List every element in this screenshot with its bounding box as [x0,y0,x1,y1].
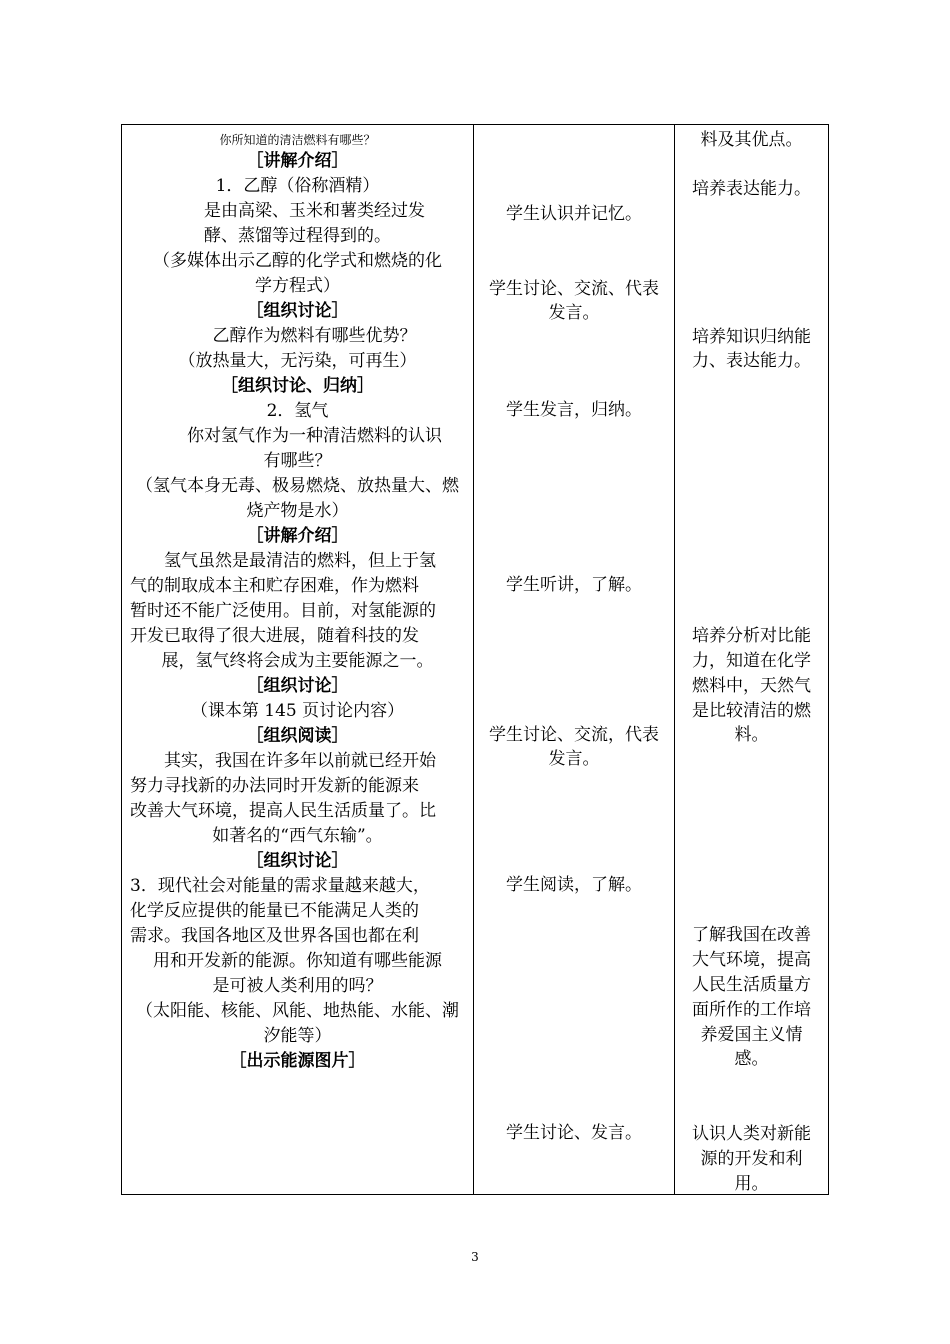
col2-text-line: 学生讨论、交流、代表 [489,279,659,299]
col3-text-line: 燃料中，天然气 [692,676,811,696]
col1-text-line: 3．现代社会对能量的需求量越来越大， [130,876,430,896]
col1-text-line: ［讲解介绍］ [246,151,349,171]
col1-text-line: ［讲解介绍］ [246,526,349,546]
col1-text-line: 气的制取成本主和贮存困难，作为燃料 [130,576,419,596]
col2-text-line: 学生讨论、交流，代表 [489,725,659,745]
col1-text-line: 汐能等） [263,1026,332,1046]
col1-text-line: 酵、蒸馏等过程得到的。 [204,226,391,246]
lesson-table [121,124,829,1195]
col2-text-line: 发言。 [548,749,600,769]
page-number: 3 [471,1250,479,1264]
col1-text-line: ［组织讨论］ [246,851,349,871]
col1-text-line: 你所知道的清洁燃料有哪些？ [219,133,376,147]
col1-text-line: 其实，我国在许多年以前就已经开始 [130,751,436,771]
col1-text-line: （课本第 145 页讨论内容） [190,701,405,721]
col2-text-line: 学生阅读，了解。 [506,875,642,895]
col2-text-line: 学生听讲，了解。 [506,575,642,595]
col3-text-line: 认识人类对新能 [692,1124,811,1144]
col3-text-line: 用。 [734,1174,769,1194]
col1-text-line: （太阳能、核能、风能、地热能、水能、潮 [136,1001,459,1021]
col1-text-line: （多媒体出示乙醇的化学式和燃烧的化 [153,251,442,271]
col1-text-line: 1．乙醇（俗称酒精） [215,176,380,196]
col3-text-line: 源的开发和利 [700,1149,803,1169]
col1-text-line: 需求。我国各地区及世界各国也都在利 [130,926,419,946]
col3-text-line: 力、表达能力。 [692,351,811,371]
col1-text-line: 是可被人类利用的吗？ [212,976,383,996]
col1-text-line: 学方程式） [255,276,340,296]
col1-text-line: 有哪些？ [263,451,332,471]
col2-text-line: 学生认识并记忆。 [506,204,642,224]
col3-text-line: 培养表达能力。 [692,179,811,199]
col2-text-line: 学生讨论、发言。 [506,1123,642,1143]
col1-text-line: 如著名的“西气东输”。 [212,826,383,846]
col1-text-line: 改善大气环境，提高人民生活质量了。比 [130,801,436,821]
col1-text-line: （氢气本身无毒、极易燃烧、放热量大、燃 [136,476,459,496]
col1-text-line: 展，氢气终将会成为主要能源之一。 [161,651,434,671]
col1-text-line: ［组织讨论］ [246,301,349,321]
col3-text-line: 料。 [734,725,769,745]
col3-text-line: 感。 [734,1049,769,1069]
col1-text-line: ［出示能源图片］ [229,1051,366,1071]
col1-text-line: 开发已取得了很大进展，随着科技的发 [130,626,419,646]
col1-text-line: 乙醇作为燃料有哪些优势？ [178,326,417,346]
col2-text-line: 发言。 [548,303,600,323]
col1-text-line: （放热量大，无污染，可再生） [178,351,417,371]
col3-text-line: 养爱国主义情 [700,1025,803,1045]
col3-text-line: 培养知识归纳能 [692,327,811,347]
col3-text-line: 力，知道在化学 [692,651,811,671]
col1-text-line: 努力寻找新的办法同时开发新的能源来 [130,776,419,796]
col1-text-line: 用和开发新的能源。你知道有哪些能源 [153,951,442,971]
col3-text-line: 大气环境，提高 [692,950,811,970]
col3-text-line: 了解我国在改善 [692,925,811,945]
col1-text-line: ［组织阅读］ [246,726,349,746]
col1-text-line: 2．氢气 [266,401,329,421]
col1-text-line: 化学反应提供的能量已不能满足人类的 [130,901,419,921]
col3-text-line: 培养分析对比能 [692,626,811,646]
col1-text-line: 你对氢气作为一种清洁燃料的认识 [153,426,442,446]
col3-text-line: 面所作的工作培 [692,1000,811,1020]
col1-text-line: 是由高梁、玉米和薯类经过发 [170,201,425,221]
col1-text-line: 烧产物是水） [246,501,349,521]
col1-text-line: 氢气虽然是最清洁的燃料，但上于氢 [130,551,436,571]
col2-text-line: 学生发言，归纳。 [506,400,642,420]
col3-text-line: 料及其优点。 [700,130,803,150]
col3-text-line: 是比较清洁的燃 [692,701,811,721]
col3-text-line: 人民生活质量方 [692,975,811,995]
col1-text-line: 暂时还不能广泛使用。目前，对氢能源的 [130,601,436,621]
col1-text-line: ［组织讨论、归纳］ [221,376,374,396]
col1-text-line: ［组织讨论］ [246,676,349,696]
